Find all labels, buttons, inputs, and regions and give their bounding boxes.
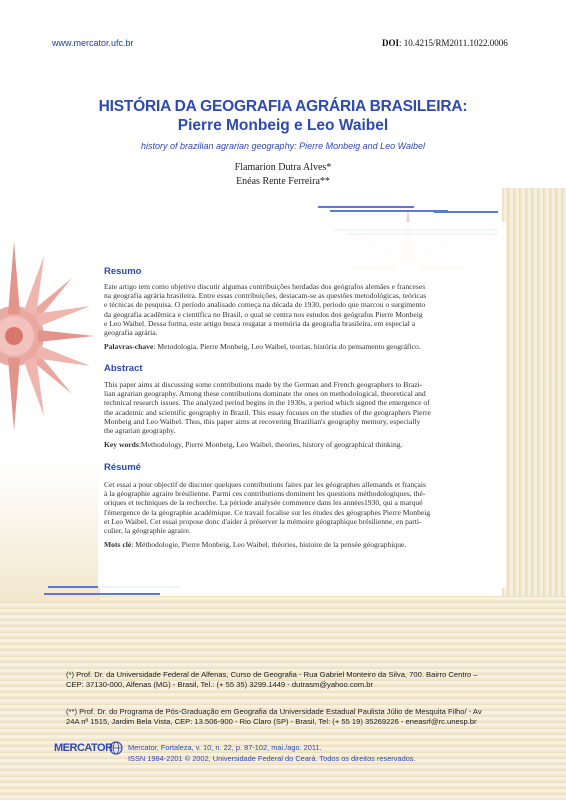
doi-value: : 10.4215/RM2011.1022.0006 (399, 38, 508, 48)
abstract-keywords-label: Key words (104, 440, 139, 449)
footnote-line: 24A nº 1515, Jardim Bela Vista, CEP: 13.506-900 - Rio Claro (SP) - Brasil, Tel: (+ 55 19) 35269226 - eneasrf@rc.unesp.br (66, 717, 477, 726)
abstract-line: lian agrarian geography. Among these contributions dominate the ones on methodological, theoretical and (104, 389, 426, 399)
resumo-text (104, 282, 500, 337)
author-2: Enéas Rente Ferreira** (236, 176, 330, 187)
globe-icon (108, 740, 124, 756)
abstract-line: Monbeig and Leo Waibel. Thus, this paper aims at recovering Brazilian's geography memory, especially (104, 416, 421, 426)
resume-line: oriques et techniques de la recherche. La période analysée commence dans les années1930, qui a marqué (104, 498, 423, 508)
decorative-bar (64, 593, 160, 595)
footnote-line: (**) Prof. Dr. do Programa de Pós-Graduação em Geografia da Universidade Estadual Paulista Júlio de Mesquita Filho/ - Av (66, 707, 482, 716)
resumo-keywords (104, 342, 500, 351)
resumo-line: e técnicas de pesquisa. O período analisado começa na década de 1930, período que marcou o surgimento (104, 300, 426, 310)
resume-heading: Résumé (104, 462, 141, 473)
issn-copyright: ISSN 1984-2201 © 2002, Universidade Federal do Ceará. Todos os direitos reservados. (128, 754, 416, 763)
compass-rose-decoration (0, 236, 96, 446)
author-1: Flamarion Dutra Alves* (234, 162, 332, 173)
article-title: HISTÓRIA DA GEOGRAFIA AGRÁRIA BRASILEIRA: (98, 98, 468, 115)
abstract-keywords (104, 440, 500, 449)
footnote-line: (*) Prof. Dr. da Universidade Federal de Alfenas, Curso de Geografia - Rua Gabriel Monteiro da Silva, 700. Bairro Centro – (66, 670, 478, 679)
abstract-keywords-text: :Methodology, Pierre Monbeig, Leo Waibel, theories, history of geographical thinking. (138, 440, 403, 449)
abstract-line: technical research issues. The analyzed period begins in the 1930s, a period which signed the emergence of (104, 398, 430, 408)
doi-label: DOI (382, 38, 400, 48)
mercator-logo: MERCATOR (54, 742, 113, 754)
resumo-line: e Leo Waibel. Dessa forma, este artigo busca resgatar a memória da geografia brasileira, em especial a (104, 318, 416, 328)
footnote-2 (66, 707, 516, 727)
abstract-heading: Abstract (104, 363, 143, 374)
resumo-line: geografia agrária. (104, 328, 158, 338)
english-title: history of brazilian agrarian geography: Pierre Monbeig and Leo Waibel (140, 141, 425, 151)
resumo-keywords-text: : Metodologia, Pierre Monbeig, Leo Waibel, teorias, história do pensamento geográfico. (153, 342, 421, 351)
resumo-line: Este artigo tem como objetivo discutir algumas contribuições herdadas dos geógrafos alemães e franceses (104, 282, 426, 291)
resume-line: à la géographie agraire brésilienne. Parmi ces contributions dominent les questions méthodologiques, thé- (104, 489, 426, 499)
decorative-bar (434, 211, 498, 213)
resume-text (104, 480, 500, 535)
footnote-line: CEP: 37130-000, Alfenas (MG) - Brasil, Tel.: (+ 55 35) 3299.1449 - dutrasm@yahoo.com.br (66, 680, 374, 689)
parchment-fade (0, 460, 100, 600)
resume-keywords (104, 540, 500, 549)
decorative-bar (330, 210, 448, 212)
resumo-line: da geografia acadêmica e científica no Brasil, o qual se centra nos estudos dos geógrafos Pierre Monbeig (104, 309, 423, 319)
resume-keywords-text: : Méthodologie, Pierre Monbeig, Leo Waibel, théories, histoire de la pensée géographique. (131, 540, 407, 549)
resume-line: culier, la géographie agraire. (104, 526, 191, 536)
resumo-line: na geografia agrária brasileira. Entre essas contribuições, destacam-se as questões metodológicas, teóricas (104, 291, 427, 301)
decorative-bar (318, 206, 414, 208)
resume-line: l'émergence de la géographie académique. Ce travail focalise sur les études des géographes Pierre Monbeig (104, 507, 431, 517)
resume-line: et Leo Waibel. Cet essai propose donc d'aider à préserver la mémoire géographique brésilienne, en parti- (104, 516, 422, 526)
resumo-heading: Resumo (104, 266, 142, 277)
doi (382, 38, 508, 48)
article-title-line2: Pierre Monbeig e Leo Waibel (177, 117, 389, 134)
resume-keywords-label: Mots clé (104, 540, 132, 549)
abstract-line: the agrarian geography. (104, 426, 176, 436)
footnote-1 (66, 670, 516, 690)
abstract-line: the academic and scientific geography in Brazil. This essay focuses on the studies of the geographers Pierre (104, 407, 431, 417)
parchment-texture-bottom (0, 596, 566, 800)
abstract-text (104, 380, 500, 435)
abstract-line: This paper aims at discussing some contributions made by the German and French geographers to Brazi- (104, 380, 423, 389)
citation: Mercator, Fortaleza, v. 10, n. 22, p. 87-102, mai./ago. 2011. (128, 743, 322, 752)
resumo-keywords-label: Palavras-chave (104, 342, 154, 351)
resume-line: Cet essai a pour objectif de discuter quelques contributions faites par les géographes allemands et français (104, 480, 426, 489)
journal-url[interactable]: www.mercator.ufc.br (52, 38, 134, 48)
